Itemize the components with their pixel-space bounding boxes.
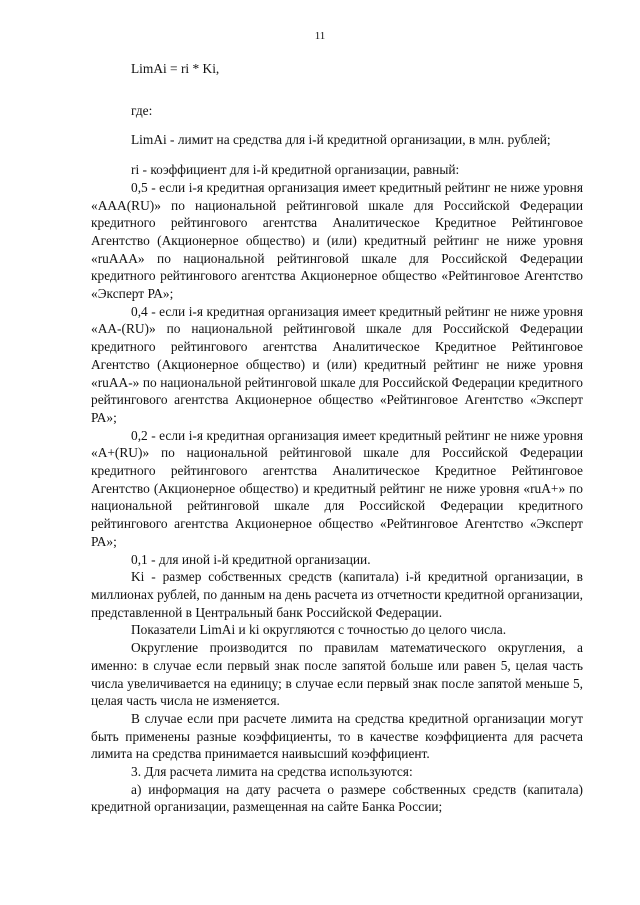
coefficient-0-1: 0,1 - для иной i-й кредитной организации. xyxy=(131,551,371,567)
formula-line: LimAi = ri * Ki, xyxy=(131,61,220,76)
coefficient-0-5: 0,5 - если i-я кредитная организация имеет кредитный рейтинг не ниже уровня «AAA(RU)» по национальной рейтинговой шкале для Российской Федерации кредитного рейтингового агентства Аналитическое Кредитное Рейтинговое Агентство (Акционерное общество) и (или) кредитный рейтинг не ниже уровня «ruAAA» по национальной рейтинговой шкале для Российской Федерации кредитного рейтингового агентства Акционерное общество «Рейтинговое Агентство «Эксперт РА»; xyxy=(91,179,583,302)
document-body xyxy=(91,56,583,816)
section-3-heading: 3. Для расчета лимита на средства используются: xyxy=(131,764,413,780)
coefficient-0-4: 0,4 - если i-я кредитная организация имеет кредитный рейтинг не ниже уровня «AA-(RU)» по национальной рейтинговой шкале для Российской Федерации кредитного рейтингового агентства Аналитическое Кредитное Рейтинговое Агентство (Акционерное общество) и (или) кредитный рейтинг не ниже уровня «ruAA-» по национальной рейтинговой шкале для Российской Федерации кредитного рейтингового агентства Акционерное общество «Рейтинговое Агентство «Эксперт РА»; xyxy=(91,303,583,425)
definition-ri: ri - коэффициент для i-й кредитной организации, равный: xyxy=(131,162,460,178)
highest-coefficient-rule: В случае если при расчете лимита на средства кредитной организации могут быть применены разные коэффициенты, то в качестве коэффициента для расчета лимита на средства принимается наивысший коэффициент. xyxy=(91,710,583,762)
where-label: где: xyxy=(131,102,153,118)
item-a: а) информация на дату расчета о размере собственных средств (капитала) кредитной организации, размещенная на сайте Банка России; xyxy=(91,781,583,815)
definition-ki: Ki - размер собственных средств (капитала) i-й кредитной организации, в миллионах рублей, по данным на день расчета из отчетности кредитной организации, представленной в Центральный банк Российской Федерации. xyxy=(91,569,583,620)
coefficient-0-2: 0,2 - если i-я кредитная организация имеет кредитный рейтинг не ниже уровня «A+(RU)» по национальной рейтинговой шкале для Российской Федерации кредитного рейтингового агентства Аналитическое Кредитное Рейтинговое Агентство (Акционерное общество) и кредитный рейтинг не ниже уровня «ruA+» по национальной рейтинговой шкале для Российской Федерации кредитного рейтингового агентства Акционерное общество «Рейтинговое Агентство «Эксперт РА»; xyxy=(91,427,583,549)
rounding-rules: Округление производится по правилам математического округления, а именно: в случае если первый знак после запятой больше или равен 5, целая часть числа увеличивается на единицу; в случае если первый знак после запятой меньше 5, целая часть числа не изменяется. xyxy=(91,640,583,709)
page-number: 11 xyxy=(314,30,326,42)
definition-limai: LimAi - лимит на средства для i-й кредитной организации, в млн. рублей; xyxy=(131,132,551,148)
rounding-note: Показатели LimAi и ki округляются с точностью до целого числа. xyxy=(131,622,507,638)
